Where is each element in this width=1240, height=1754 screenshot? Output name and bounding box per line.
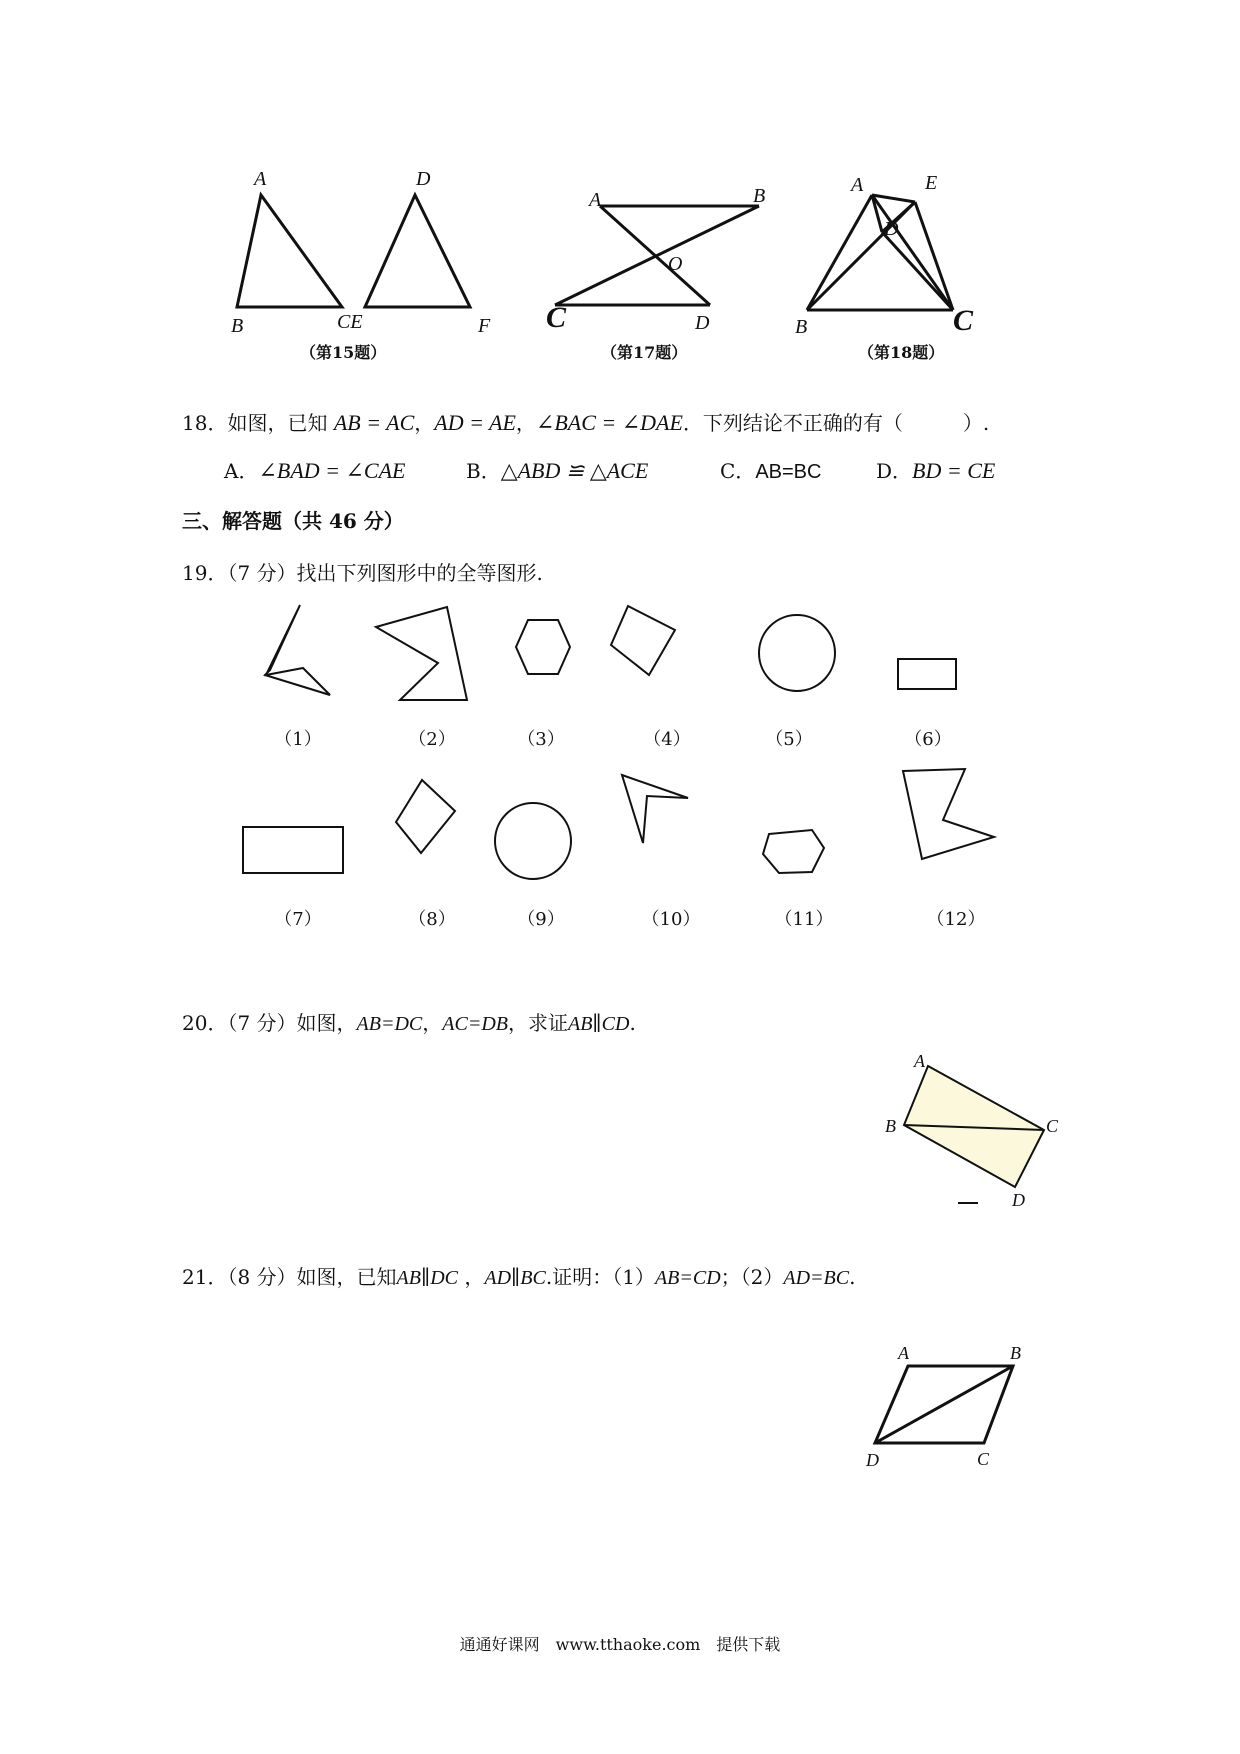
question-18 (182, 407, 989, 436)
question-19 (182, 557, 543, 586)
segment-ac (872, 195, 953, 310)
separator: ， (414, 411, 435, 435)
caption-figure-17: （第17题） (601, 343, 688, 362)
label-c: C (953, 304, 974, 337)
shape-caption-5: （5） (765, 729, 813, 750)
math-ab-parallel-dc: AB∥DC (396, 1267, 459, 1289)
shape-12-concave-quad (903, 769, 994, 859)
option-text: BD = CE (912, 458, 996, 483)
label-f: F (478, 315, 491, 337)
question-21 (182, 1261, 855, 1290)
figure-18 (795, 165, 1000, 340)
shape-caption-4: （4） (643, 729, 691, 750)
math-ad-parallel-bc: AD∥BC (484, 1267, 546, 1289)
label-d: D (1012, 1190, 1025, 1210)
label-c: C (546, 301, 567, 334)
figure-21 (860, 1335, 1040, 1475)
shape-caption-12: （12） (926, 909, 986, 930)
math-ab-eq-dc: AB=DC (356, 1013, 423, 1035)
shape-caption-2: （2） (408, 729, 456, 750)
option-c (720, 455, 821, 484)
figure-17 (545, 180, 785, 335)
shape-caption-1: （1） (274, 729, 322, 750)
math-ab-eq-ac: AB = AC (333, 410, 415, 435)
question-20 (182, 1007, 636, 1036)
option-b (466, 455, 648, 484)
question-number: 18． (182, 411, 228, 435)
math-ad-eq-ae: AD = AE (434, 410, 516, 435)
option-text: AB=BC (755, 461, 822, 483)
label-a: A (254, 168, 267, 190)
question-prefix: 如图，已知 (227, 411, 328, 435)
shape-caption-11: （11） (774, 909, 834, 930)
label-b: B (795, 316, 808, 338)
separator: ， (515, 411, 536, 435)
shape-4-rhombus (611, 606, 675, 675)
figure-20 (880, 1050, 1060, 1210)
shape-caption-10: （10） (641, 909, 701, 930)
label-a: A (589, 189, 602, 211)
segment-db (875, 1366, 1013, 1443)
shape-5-circle (759, 615, 835, 691)
separator: ， (422, 1011, 443, 1035)
shape-6-rectangle (898, 659, 956, 689)
segment-bde (807, 202, 915, 310)
segment-bc (555, 206, 759, 305)
label-ce: CE (337, 311, 363, 333)
shape-caption-6: （6） (904, 729, 952, 750)
label-d: D (866, 1450, 879, 1470)
math-ab-parallel-cd: AB∥CD (567, 1013, 630, 1035)
question-text: .证明：（1） (545, 1265, 655, 1289)
option-letter: C． (720, 459, 756, 483)
shape-7-rectangle (243, 827, 343, 873)
caption-figure-15: （第15题） (300, 343, 387, 362)
question-text: （7 分）找出下列图形中的全等图形. (227, 561, 543, 585)
label-d: D (695, 312, 710, 334)
math-angle-eq: ∠BAC = ∠DAE (535, 410, 683, 435)
label-c: C (1046, 1116, 1059, 1136)
label-c: C (977, 1449, 990, 1469)
question-suffix: ．下列结论不正确的有（ ）. (682, 411, 990, 435)
shape-1-arrowhead (265, 605, 330, 695)
shape-11-hexagon (763, 830, 824, 873)
question-number: 19． (182, 561, 228, 585)
caption-figure-18: （第18题） (858, 343, 945, 362)
shape-8-rhombus (396, 780, 455, 853)
question-text: （7 分）如图， (227, 1011, 357, 1035)
shape-caption-9: （9） (517, 909, 565, 930)
option-text: ∠BAD = ∠CAE (258, 458, 406, 483)
math-ab-eq-cd: AB=CD (654, 1267, 721, 1289)
question-number: 21． (182, 1265, 228, 1289)
label-b: B (753, 185, 766, 207)
shape-9-circle (495, 803, 571, 879)
option-letter: B． (466, 459, 501, 483)
label-d: D (416, 168, 431, 190)
label-a: A (851, 174, 864, 196)
label-b: B (885, 1116, 896, 1136)
label-b: B (1010, 1343, 1021, 1363)
question-end: . (629, 1011, 636, 1035)
figure-15 (225, 165, 505, 340)
question-end: . (849, 1265, 856, 1289)
triangle-abc (237, 195, 342, 307)
math-ac-eq-db: AC=DB (442, 1013, 508, 1035)
label-a: A (898, 1343, 909, 1363)
shape-3-hexagon (516, 620, 570, 674)
question-text: （8 分）如图，已知 (227, 1265, 397, 1289)
footer: 通通好课网 www.tthaoke.com 提供下载 (459, 1635, 781, 1654)
segment-ab (807, 195, 872, 310)
question-number: 20． (182, 1011, 228, 1035)
option-letter: D． (876, 459, 913, 483)
segment-ec (915, 202, 953, 310)
segment-dc (882, 232, 953, 310)
label-a: A (914, 1051, 925, 1071)
shape-caption-3: （3） (517, 729, 565, 750)
label-b: B (231, 315, 244, 337)
option-d (876, 455, 995, 484)
label-e: E (925, 172, 938, 194)
option-letter: A． (224, 459, 259, 483)
segment-ae (872, 195, 915, 202)
option-a (224, 455, 405, 484)
separator: ；（2） (720, 1265, 784, 1289)
math-ad-eq-bc: AD=BC (783, 1267, 850, 1289)
shape-caption-7: （7） (274, 909, 322, 930)
shape-caption-8: （8） (408, 909, 456, 930)
section-heading: 三、解答题（共 46 分） (182, 509, 404, 533)
triangle-def (365, 195, 470, 307)
separator: ， (458, 1265, 485, 1289)
shape-2-concave-quad (376, 607, 467, 700)
label-d: D (884, 218, 899, 240)
shape-10-arrowhead (622, 775, 688, 843)
option-text: △ABD ≌ △ACE (500, 458, 649, 483)
question-text: ，求证 (507, 1011, 568, 1035)
label-o: O (668, 253, 683, 275)
